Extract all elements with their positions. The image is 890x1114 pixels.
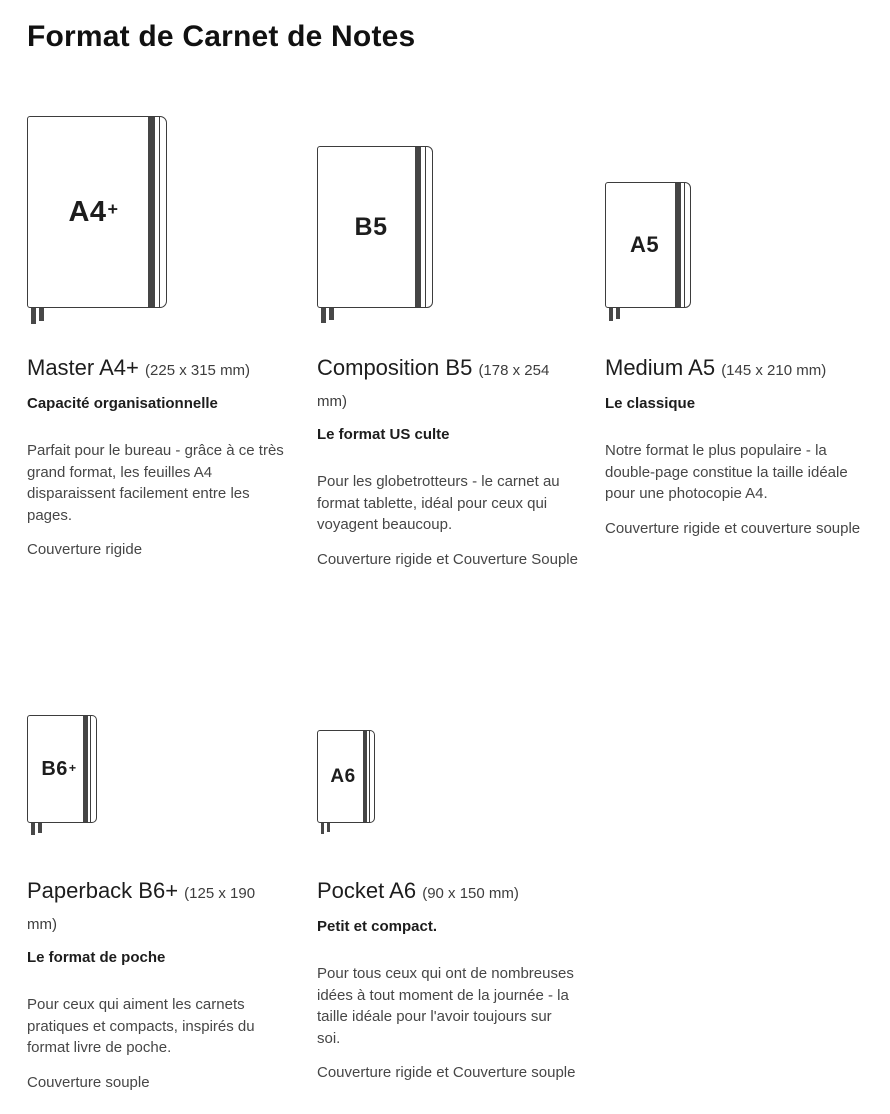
- card-tagline: Capacité organisationnelle: [27, 395, 218, 412]
- card-covers: Couverture rigide et couverture souple: [605, 519, 861, 537]
- elastic-band-icon: [148, 117, 155, 307]
- bookmark-ribbon-icon: [329, 306, 334, 320]
- plus-sign: +: [107, 199, 119, 220]
- card-name: Master A4+: [27, 355, 139, 380]
- notebook-front-cover: [27, 715, 91, 823]
- notebook-front-cover: [317, 146, 426, 308]
- card-description: Pour ceux qui aiment les carnets pratiques et compacts, inspirés du format livre de poche.: [27, 996, 255, 1056]
- bookmark-ribbon-icon: [609, 306, 613, 321]
- card-size: (125 x 190 mm): [27, 885, 256, 933]
- card-title: [605, 354, 867, 385]
- card-tagline: Le format US culte: [317, 426, 450, 443]
- notebook-a5: [605, 182, 691, 308]
- card-name: Pocket A6: [317, 878, 417, 903]
- notebook-b6plus: [27, 715, 97, 823]
- card-size: (90 x 150 mm): [422, 885, 519, 902]
- card-title: [27, 354, 289, 385]
- card-master-a4plus: [27, 116, 289, 560]
- notebook-a5-illustration: [605, 116, 867, 308]
- card-covers: Couverture souple: [27, 1073, 150, 1091]
- card-tagline: Le classique: [605, 395, 696, 412]
- notebook-b5-illustration: [317, 116, 579, 308]
- notebook-a6-illustration: [317, 715, 579, 823]
- card-description: Parfait pour le bureau - grâce à ce très grand format, les feuilles A4 disparaissent facilement entre les pages.: [27, 442, 284, 524]
- card-composition-b5: [317, 116, 579, 570]
- card-description: Pour tous ceux qui ont de nombreuses idées à tout moment de la journée - la taille idéale pour l'avoir toujours sur soi.: [317, 965, 574, 1047]
- notebook-front-cover: [27, 116, 160, 308]
- card-covers: Couverture rigide: [27, 541, 143, 558]
- card-paperback-b6plus: [27, 715, 289, 1093]
- format-label: A4+: [68, 195, 119, 228]
- bookmark-ribbon-icon: [31, 821, 35, 835]
- notebook-a4plus: [27, 116, 167, 308]
- notebook-a4plus-illustration: [27, 116, 289, 308]
- formats-row-1: [27, 116, 890, 570]
- bookmark-ribbon-icon: [31, 306, 36, 324]
- card-title: [317, 877, 579, 908]
- card-name: Paperback B6+: [27, 878, 179, 903]
- card-medium-a5: [605, 116, 867, 539]
- card-name: Composition B5: [317, 355, 473, 380]
- card-covers: Couverture rigide et Couverture Souple: [317, 550, 578, 568]
- formats-row-2: [27, 715, 890, 1093]
- notebook-b5: [317, 146, 433, 308]
- elastic-band-icon: [83, 716, 88, 822]
- card-size: (225 x 315 mm): [145, 362, 251, 379]
- card-size: (145 x 210 mm): [721, 362, 827, 379]
- elastic-band-icon: [363, 731, 367, 822]
- page-title: Format de Carnet de Notes: [27, 20, 416, 53]
- format-label: B6+: [41, 758, 77, 780]
- notebook-front-cover: [605, 182, 685, 308]
- plus-sign: +: [68, 760, 77, 775]
- format-label: A5: [629, 232, 660, 257]
- bookmark-ribbon-icon: [39, 306, 44, 321]
- card-tagline: Petit et compact.: [317, 918, 438, 935]
- card-tagline: Le format de poche: [27, 949, 166, 966]
- elastic-band-icon: [675, 183, 681, 307]
- card-covers: Couverture rigide et Couverture souple: [317, 1064, 576, 1081]
- format-label: A6: [330, 766, 356, 787]
- card-description: Pour les globetrotteurs - le carnet au format tablette, idéal pour ceux qui voyagent beaucoup.: [317, 473, 560, 533]
- card-name: Medium A5: [605, 355, 716, 380]
- format-label: B5: [354, 212, 388, 241]
- card-description: Notre format le plus populaire - la double-page constitue la taille idéale pour une photocopie A4.: [605, 442, 848, 502]
- card-size: (178 x 254 mm): [317, 362, 550, 410]
- card-pocket-a6: [317, 715, 579, 1083]
- bookmark-ribbon-icon: [321, 306, 326, 323]
- card-title: [317, 354, 579, 416]
- elastic-band-icon: [415, 147, 421, 307]
- card-title: [27, 877, 289, 939]
- notebook-b6plus-illustration: [27, 715, 289, 823]
- notebook-a6: [317, 730, 375, 823]
